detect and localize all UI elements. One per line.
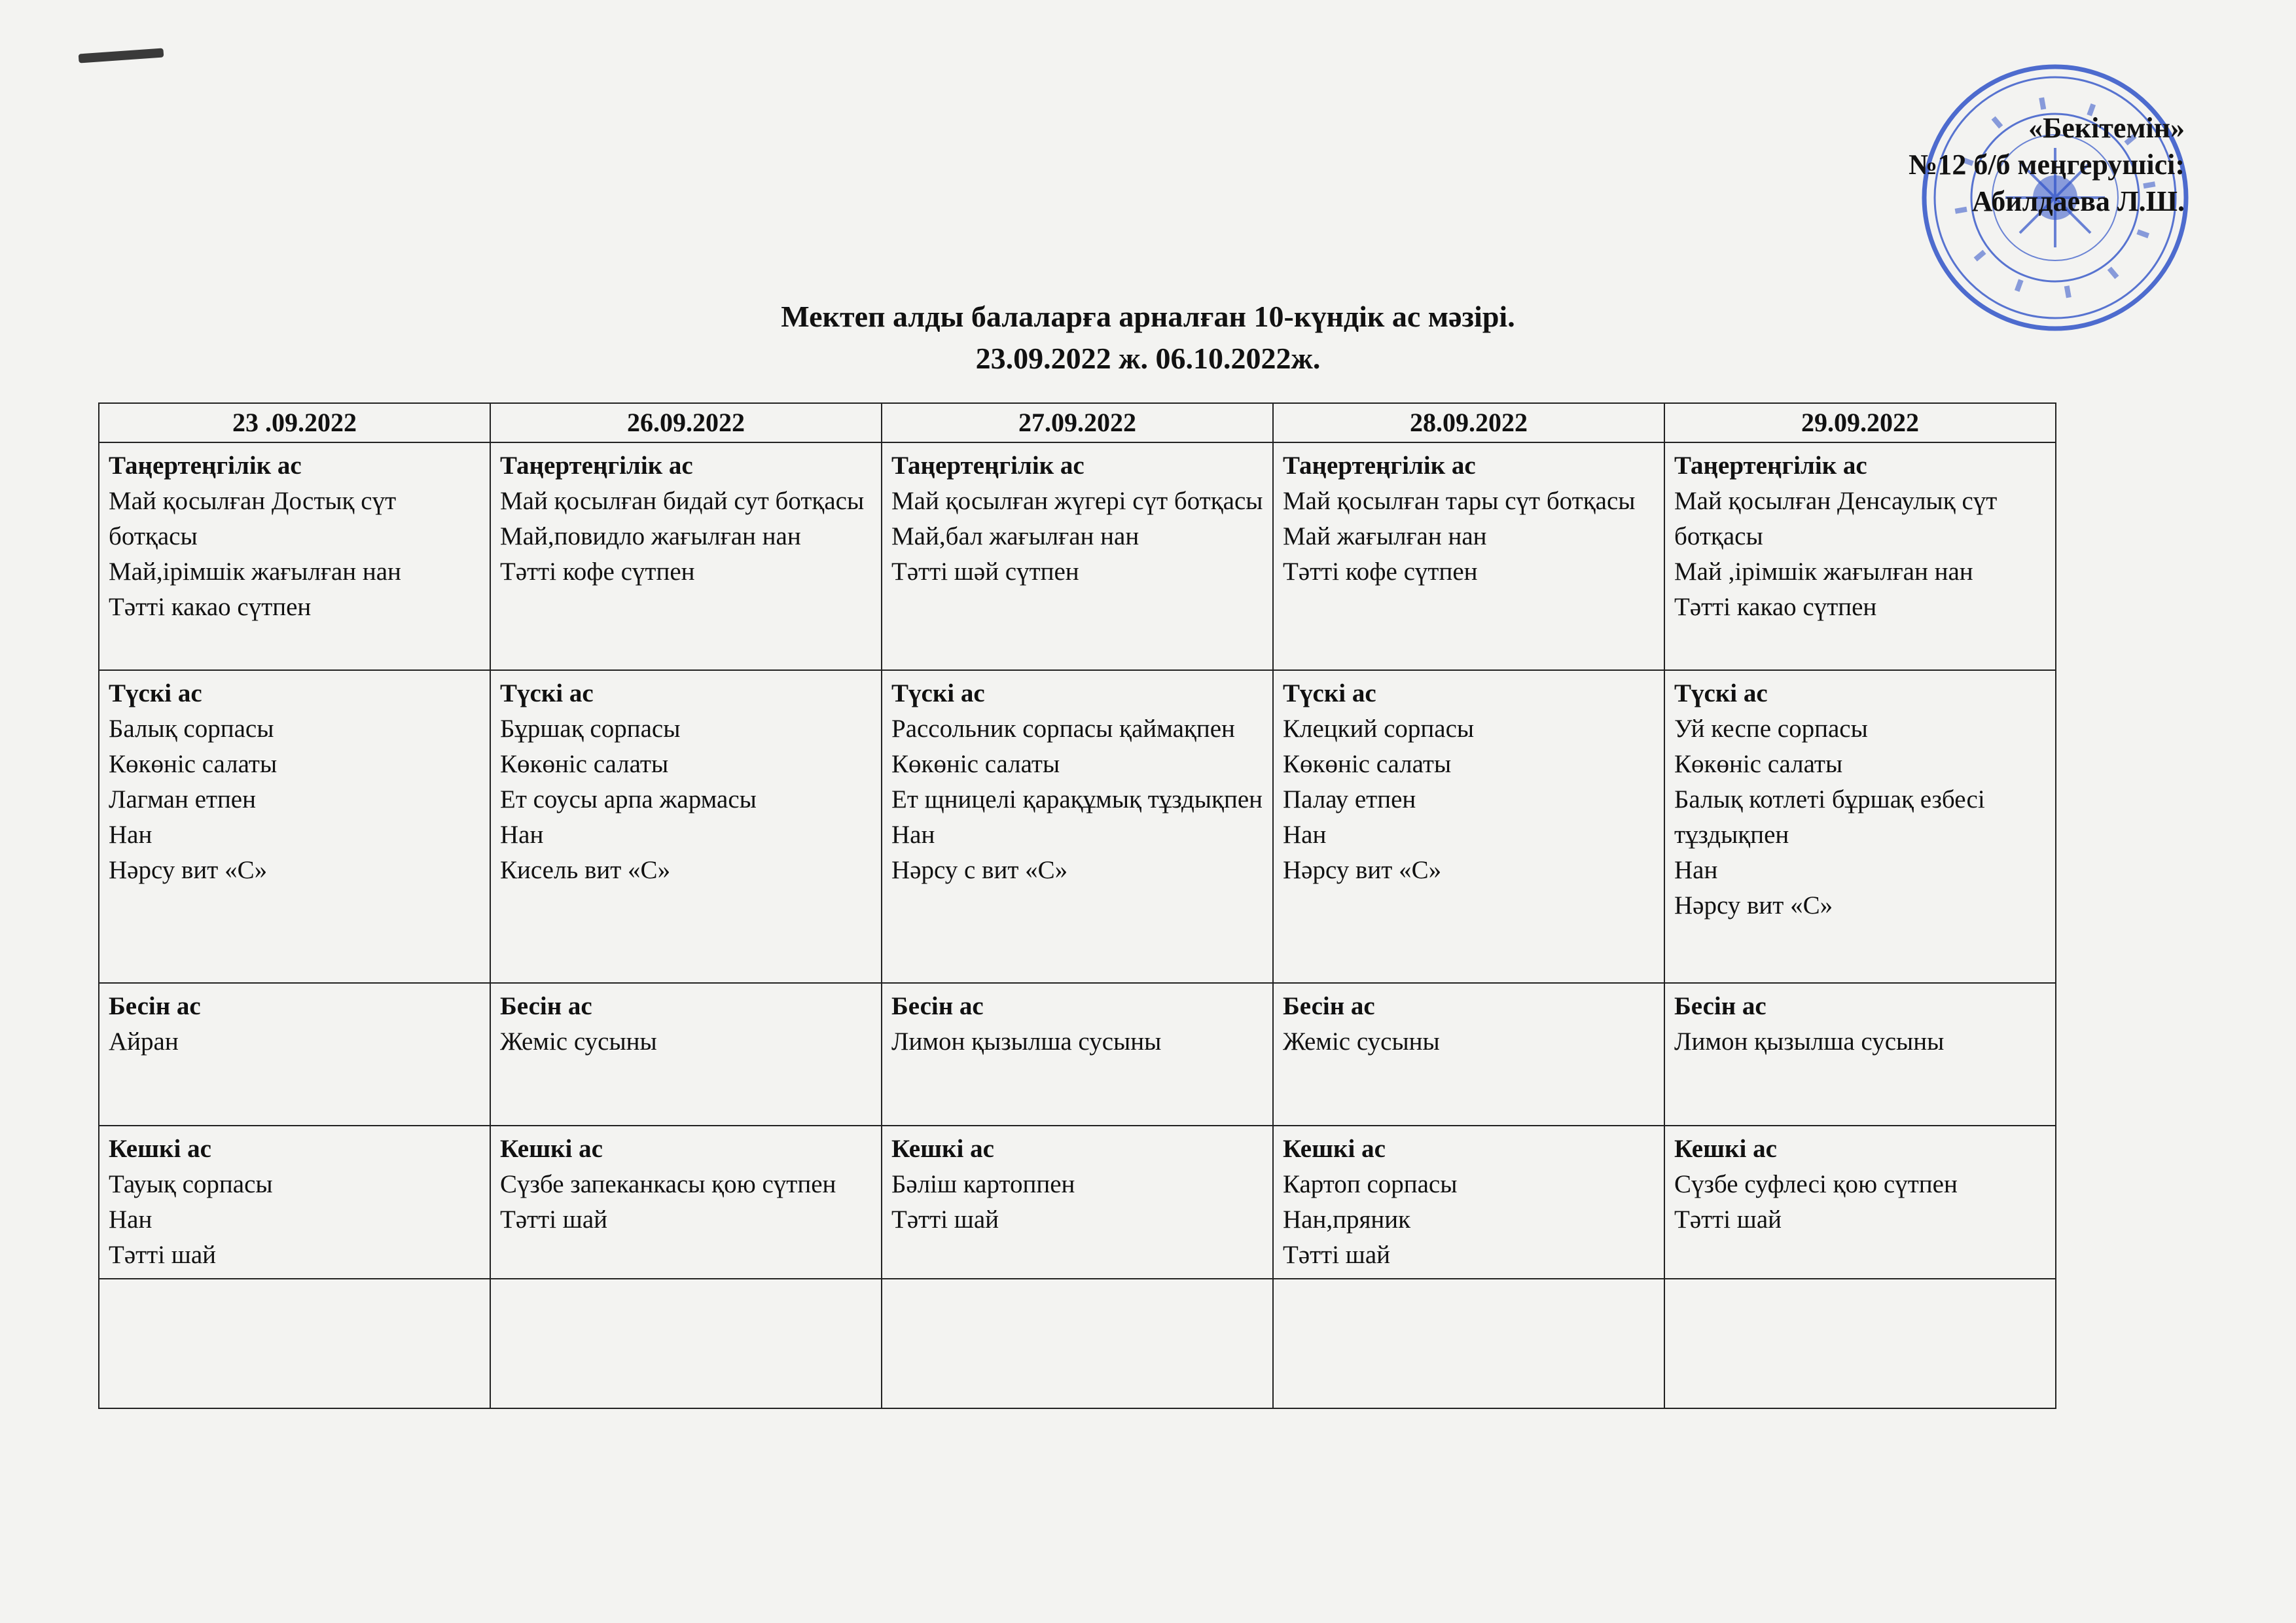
menu-item: Тәтті какао сүтпен [1674,593,1877,621]
menu-cell [882,670,1273,983]
menu-item: Тәтті какао сүтпен [109,593,312,621]
menu-item: Нәрсу вит «С» [1674,891,1833,919]
menu-table [98,402,2056,1409]
menu-cell [1664,983,2056,1126]
menu-item: Бәліш картоппен [891,1170,1075,1198]
menu-item: Сүзбе запеканкасы қою сүтпен [500,1170,836,1198]
menu-cell [99,670,490,983]
menu-item: Кисель вит «С» [500,856,671,884]
menu-item: Май,бал жағылған нан [891,522,1139,550]
date-header: 26.09.2022 [490,403,882,442]
menu-item: Нан,пряник [1283,1205,1411,1234]
date-header: 28.09.2022 [1273,403,1664,442]
menu-item: Тәтті кофе сүтпен [500,558,695,586]
menu-item: Май ,ірімшік жағылған нан [1674,558,1973,586]
menu-cell [1273,442,1664,670]
menu-item: Жеміс сусыны [1283,1027,1440,1056]
menu-item: Тәтті шай [1674,1205,1782,1234]
menu-item: Тәтті кофе сүтпен [1283,558,1478,586]
meal-title: Кешкі ас [1674,1135,1777,1163]
menu-item: Май қосылған Денсаулық сүт ботқасы [1674,487,1998,550]
date-header: 29.09.2022 [1664,403,2056,442]
menu-item: Палау етпен [1283,785,1416,813]
meal-title: Түскі ас [500,679,594,707]
empty-row [99,1279,2056,1408]
menu-item: Май қосылған жүгері сүт ботқасы [891,487,1263,515]
date-header: 27.09.2022 [882,403,1273,442]
menu-cell [99,1126,490,1279]
menu-item: Уй кеспе сорпасы [1674,715,1868,743]
empty-cell [1664,1279,2056,1408]
meal-title: Бесін ас [109,992,201,1020]
menu-item: Көкөніс салаты [500,750,669,778]
menu-cell [99,442,490,670]
menu-item: Нан [891,821,935,849]
menu-item: Нәрсу вит «С» [1283,856,1442,884]
meal-title: Бесін ас [500,992,592,1020]
menu-item: Картоп сорпасы [1283,1170,1458,1198]
meal-title: Таңертеңгілік ас [500,452,693,480]
menu-item: Май қосылған тары сүт ботқасы [1283,487,1636,515]
menu-cell [1273,670,1664,983]
menu-cell [490,983,882,1126]
menu-item: Айран [109,1027,179,1056]
menu-item: Нан [500,821,544,849]
menu-item: Ет соусы арпа жармасы [500,785,757,813]
empty-cell [99,1279,490,1408]
menu-item: Лагман етпен [109,785,256,813]
approval-heading: «Бекітемін» [2028,112,2185,144]
menu-cell [882,983,1273,1126]
breakfast-row [99,442,2056,670]
lunch-row [99,670,2056,983]
menu-item: Жеміс сусыны [500,1027,657,1056]
menu-cell [99,983,490,1126]
menu-item: Көкөніс салаты [1674,750,1843,778]
meal-title: Таңертеңгілік ас [1283,452,1476,480]
meal-title: Кешкі ас [500,1135,603,1163]
menu-item: Көкөніс салаты [891,750,1060,778]
meal-title: Кешкі ас [1283,1135,1386,1163]
meal-title: Кешкі ас [109,1135,211,1163]
menu-item: Нәрсу с вит «С» [891,856,1068,884]
menu-item: Балық котлеті бұршақ езбесі тұздықпен [1674,785,1985,849]
menu-item: Сүзбе суфлесі қою сүтпен [1674,1170,1958,1198]
menu-item: Май,повидло жағылған нан [500,522,801,550]
menu-item: Лимон қызылша сусыны [1674,1027,1945,1056]
menu-item: Көкөніс салаты [1283,750,1452,778]
title-line-dates: 23.09.2022 ж. 06.10.2022ж. [975,342,1321,375]
approval-block [1596,110,2185,220]
approval-signatory: Абилдаева Л.Ш. [1971,185,2185,217]
menu-item: Нәрсу вит «С» [109,856,268,884]
empty-cell [882,1279,1273,1408]
menu-item: Май қосылған бидай сут ботқасы [500,487,865,515]
empty-cell [1273,1279,1664,1408]
meal-title: Түскі ас [891,679,985,707]
approval-position: №12 б/б меңгерушісі: [1909,149,2185,181]
menu-cell [490,1126,882,1279]
menu-item: Тәтті шай [500,1205,608,1234]
menu-cell [490,442,882,670]
empty-cell [490,1279,882,1408]
menu-cell [882,442,1273,670]
date-header-row [99,403,2056,442]
menu-item: Ет щницелі қарақұмық тұздықпен [891,785,1263,813]
menu-item: Тауық сорпасы [109,1170,273,1198]
menu-item: Тәтті шай [891,1205,999,1234]
menu-cell [1664,670,2056,983]
menu-item: Нан [109,1205,152,1234]
date-header: 23 .09.2022 [99,403,490,442]
menu-item: Май,ірімшік жағылған нан [109,558,401,586]
menu-item: Лимон қызылша сусыны [891,1027,1162,1056]
menu-item: Тәтті шай [109,1241,217,1269]
menu-item: Нан [1674,856,1718,884]
menu-cell [1273,1126,1664,1279]
meal-title: Кешкі ас [891,1135,994,1163]
meal-title: Бесін ас [891,992,984,1020]
meal-title: Таңертеңгілік ас [891,452,1085,480]
meal-title: Түскі ас [1283,679,1376,707]
menu-cell [1664,1126,2056,1279]
menu-cell [490,670,882,983]
meal-title: Таңертеңгілік ас [109,452,302,480]
menu-item: Көкөніс салаты [109,750,278,778]
document-title [0,296,2296,380]
meal-title: Түскі ас [109,679,202,707]
menu-item: Тәтті шәй сүтпен [891,558,1079,586]
snack-row [99,983,2056,1126]
menu-item: Бұршақ сорпасы [500,715,681,743]
menu-item: Тәтті шай [1283,1241,1391,1269]
menu-item: Май жағылған нан [1283,522,1487,550]
scan-staple-mark [79,48,164,63]
meal-title: Таңертеңгілік ас [1674,452,1867,480]
menu-cell [882,1126,1273,1279]
menu-item: Май қосылған Достық сүт ботқасы [109,487,397,550]
dinner-row [99,1126,2056,1279]
meal-title: Бесін ас [1674,992,1767,1020]
menu-item: Нан [109,821,152,849]
meal-title: Түскі ас [1674,679,1768,707]
meal-title: Бесін ас [1283,992,1375,1020]
title-line-main: Мектеп алды балаларға арналған 10-күндік ас мәзірі. [781,300,1515,333]
menu-item: Нан [1283,821,1327,849]
menu-item: Клецкий сорпасы [1283,715,1475,743]
menu-cell [1273,983,1664,1126]
menu-item: Рассольник сорпасы қаймақпен [891,715,1235,743]
menu-item: Балық сорпасы [109,715,274,743]
menu-cell [1664,442,2056,670]
